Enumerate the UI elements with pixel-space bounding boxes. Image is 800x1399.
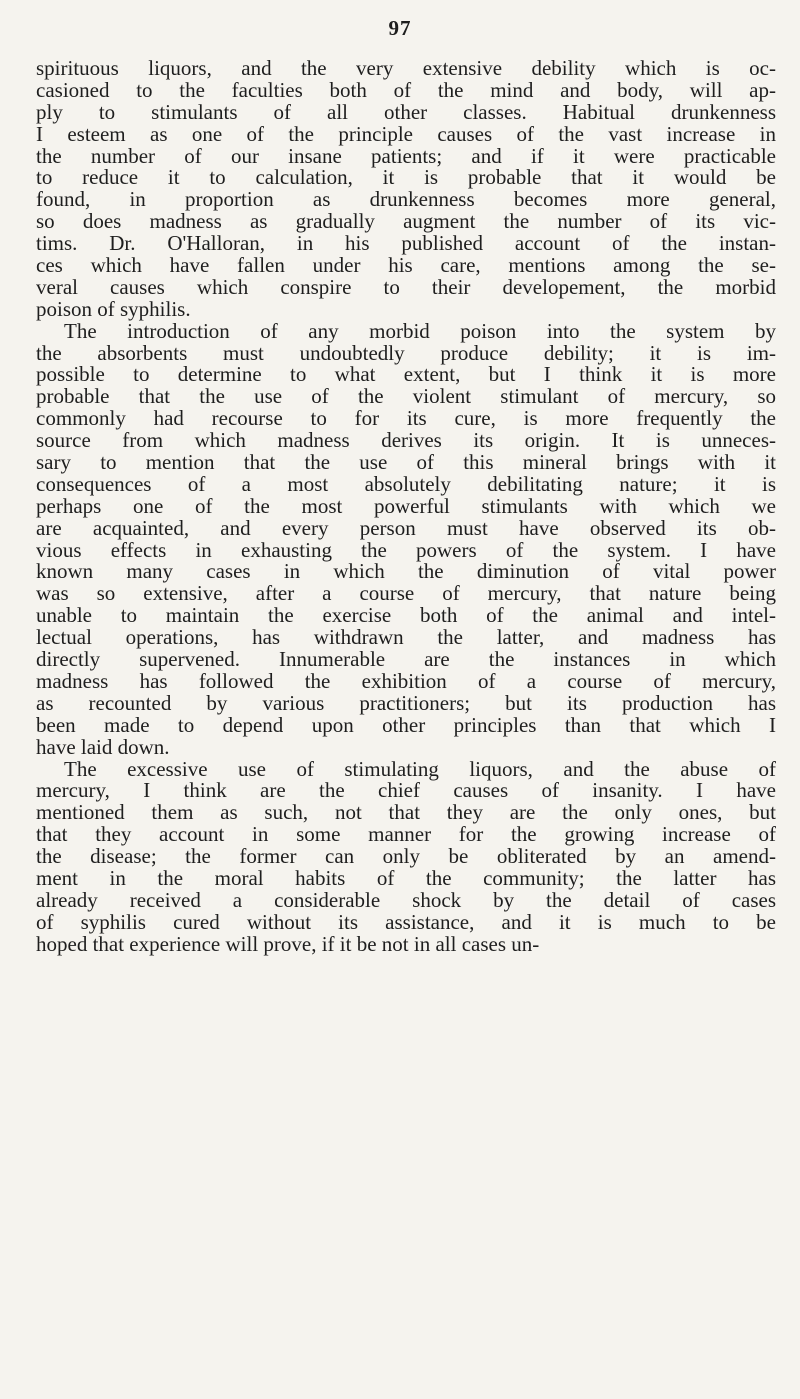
- page-text: [36, 58, 776, 956]
- text-line: the number of our insane patients; and if it were practicable: [36, 143, 776, 168]
- text-line: mercury, I think are the chief causes of insanity. I have: [36, 778, 776, 803]
- text-line: already received a considerable shock by the detail of cases: [36, 887, 776, 912]
- text-line: so does madness as gradually augment the number of its vic-: [36, 209, 776, 234]
- text-line: the disease; the former can only be obliterated by an amend-: [36, 844, 776, 869]
- text-line: unable to maintain the exercise both of the animal and intel-: [36, 603, 776, 628]
- text-line: probable that the use of the violent stimulant of mercury, so: [36, 384, 776, 409]
- text-line: tims. Dr. O'Halloran, in his published account of the instan-: [36, 231, 776, 256]
- text-line: was so extensive, after a course of mercury, that nature being: [36, 581, 776, 606]
- text-line: ply to stimulants of all other classes. Habitual drunkenness: [36, 99, 776, 124]
- text-line: spirituous liquors, and the very extensive debility which is oc-: [36, 56, 776, 80]
- text-line: are acquainted, and every person must have observed its ob-: [36, 515, 776, 540]
- text-line: source from which madness derives its origin. It is unneces-: [36, 428, 776, 453]
- paragraph: [36, 318, 776, 759]
- text-line: I esteem as one of the principle causes of the vast increase in: [36, 121, 776, 146]
- text-line: The excessive use of stimulating liquors, and the abuse of: [64, 756, 776, 781]
- text-line: to reduce it to calculation, it is probable that it would be: [36, 165, 776, 190]
- text-line: hoped that experience will prove, if it be not in all cases un-: [36, 931, 540, 956]
- text-line: poison of syphilis.: [36, 296, 191, 321]
- text-line: The introduction of any morbid poison into the system by: [64, 318, 776, 343]
- text-line: vious effects in exhausting the powers of the system. I have: [36, 537, 776, 562]
- text-line: been made to depend upon other principles than that which I: [36, 712, 776, 737]
- text-line: veral causes which conspire to their developement, the morbid: [36, 274, 776, 299]
- paragraph: [36, 58, 776, 321]
- paragraph: [36, 756, 776, 956]
- text-line: the absorbents must undoubtedly produce debility; it is im-: [36, 340, 776, 365]
- text-line: commonly had recourse to for its cure, is more frequently the: [36, 406, 776, 431]
- text-line: casioned to the faculties both of the mind and body, will ap-: [36, 77, 776, 102]
- text-line: ment in the moral habits of the community; the latter has: [36, 865, 776, 890]
- text-line: known many cases in which the diminution of vital power: [36, 559, 776, 584]
- page-number: 97: [388, 16, 412, 40]
- text-line: of syphilis cured without its assistance, and it is much to be: [36, 909, 776, 934]
- text-line: directly supervened. Innumerable are the instances in which: [36, 647, 776, 672]
- text-line: madness has followed the exhibition of a course of mercury,: [36, 668, 776, 693]
- text-line: that they account in some manner for the growing increase of: [36, 822, 776, 847]
- text-line: found, in proportion as drunkenness becomes more general,: [36, 187, 776, 212]
- text-line: have laid down.: [36, 734, 170, 759]
- text-line: ces which have fallen under his care, mentions among the se-: [36, 253, 776, 278]
- text-line: sary to mention that the use of this mineral brings with it: [36, 450, 776, 475]
- text-line: perhaps one of the most powerful stimulants with which we: [36, 493, 776, 518]
- text-line: possible to determine to what extent, but I think it is more: [36, 362, 776, 387]
- text-line: lectual operations, has withdrawn the latter, and madness has: [36, 625, 776, 650]
- text-line: consequences of a most absolutely debilitating nature; it is: [36, 471, 776, 496]
- text-line: mentioned them as such, not that they are the only ones, but: [36, 800, 776, 825]
- text-line: as recounted by various practitioners; but its production has: [36, 690, 776, 715]
